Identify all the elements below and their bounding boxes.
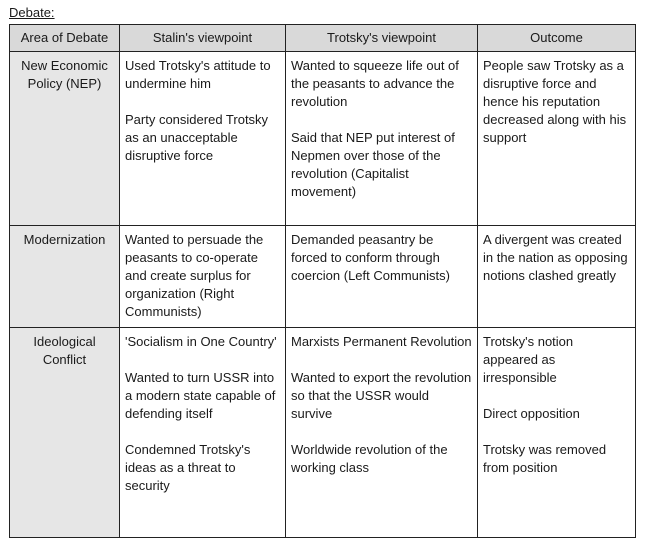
- stalin-cell: [120, 226, 286, 328]
- stalin-point: Wanted to turn USSR into a modern state capable of defending itself: [125, 370, 276, 421]
- outcome-point: Trotsky's notion appeared as irresponsible: [483, 334, 574, 385]
- area-label: Modernization: [23, 232, 106, 247]
- outcome-point: A divergent was created in the nation as opposing notions clashed greatly: [483, 232, 628, 283]
- header-stalin: Stalin's viewpoint: [120, 25, 286, 52]
- debate-table: [9, 24, 636, 538]
- header-trotsky: Trotsky's viewpoint: [286, 25, 478, 52]
- table-header-row: [10, 25, 636, 52]
- outcome-point: People saw Trotsky as a disruptive force and hence his reputation decreased along with his support: [483, 58, 627, 145]
- table-row: [10, 52, 636, 226]
- header-outcome: Outcome: [478, 25, 636, 52]
- outcome-cell: [478, 226, 636, 328]
- stalin-point: Wanted to persuade the peasants to co-operate and create surplus for organization (Right Communists): [125, 232, 264, 319]
- stalin-point: Condemned Trotsky's ideas as a threat to security: [125, 442, 251, 493]
- trotsky-cell: [286, 52, 478, 226]
- area-cell: [10, 52, 120, 226]
- trotsky-point: Demanded peasantry be forced to conform through coercion (Left Communists): [291, 232, 450, 283]
- stalin-cell: [120, 52, 286, 226]
- area-cell: [10, 226, 120, 328]
- stalin-point: Used Trotsky's attitude to undermine him: [125, 58, 271, 91]
- trotsky-point: Worldwide revolution of the working class: [291, 442, 448, 475]
- outcome-cell: [478, 52, 636, 226]
- area-cell: [10, 328, 120, 538]
- trotsky-cell: [286, 226, 478, 328]
- header-area: Area of Debate: [10, 25, 120, 52]
- area-label: Ideological Conflict: [33, 334, 96, 367]
- outcome-cell: [478, 328, 636, 538]
- trotsky-cell: [286, 328, 478, 538]
- outcome-point: Trotsky was removed from position: [483, 442, 607, 475]
- trotsky-point: Said that NEP put interest of Nepmen over those of the revolution (Capitalist movement): [291, 130, 455, 199]
- trotsky-point: Wanted to squeeze life out of the peasants to advance the revolution: [291, 58, 459, 109]
- table-row: [10, 226, 636, 328]
- table-row: [10, 328, 636, 538]
- stalin-point: 'Socialism in One Country': [125, 334, 277, 349]
- document-title: Debate:: [9, 5, 55, 20]
- trotsky-point: Wanted to export the revolution so that the USSR would survive: [291, 370, 472, 421]
- trotsky-point: Marxists Permanent Revolution: [291, 334, 472, 349]
- stalin-cell: [120, 328, 286, 538]
- outcome-point: Direct opposition: [483, 406, 580, 421]
- area-label: New Economic Policy (NEP): [21, 58, 108, 91]
- stalin-point: Party considered Trotsky as an unacceptable disruptive force: [125, 112, 269, 163]
